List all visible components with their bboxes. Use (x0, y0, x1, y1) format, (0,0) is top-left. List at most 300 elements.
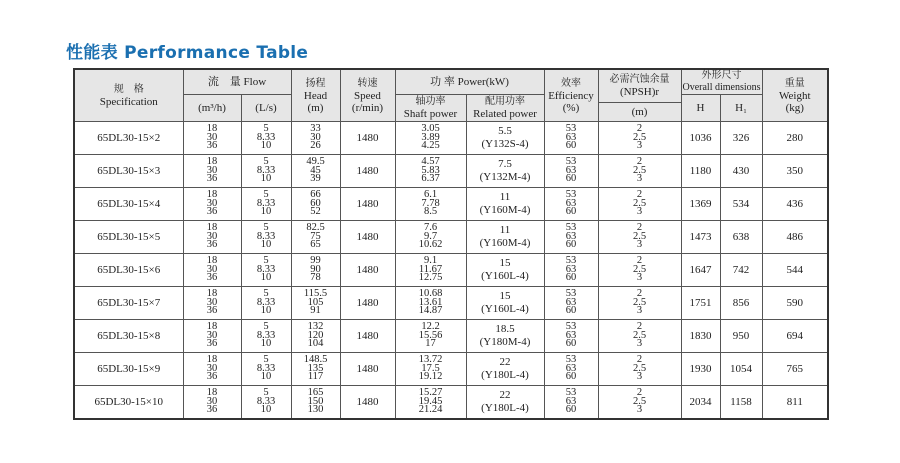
npsh-values (599, 158, 681, 184)
spec-cell: 65DL30-15×4 (74, 188, 183, 221)
table-row (74, 122, 828, 155)
flow-ls-cell (241, 320, 291, 353)
cell-value: 75 (310, 230, 321, 242)
cell-value: 13.61 (418, 296, 443, 308)
spec-cell: 65DL30-15×3 (74, 155, 183, 188)
cell-value: 5 (263, 255, 269, 267)
weight-cell: 350 (762, 155, 828, 188)
motor-model: (Y180M-4) (479, 336, 531, 348)
flow-m3h-values (184, 290, 241, 316)
cell-value: 6.1 (423, 189, 438, 201)
cell-value: 53 (565, 255, 577, 267)
cell-value: 2 (636, 255, 643, 267)
head-values (292, 356, 340, 382)
flow-m3h-values (184, 125, 241, 151)
npsh-values (599, 323, 681, 349)
head-values (292, 191, 340, 217)
cell-value: 18 (206, 354, 218, 366)
cell-value: 10 (260, 338, 272, 350)
cell-value: 2.5 (632, 395, 647, 407)
head-values (292, 125, 340, 151)
cell-value: 2 (636, 321, 643, 333)
cell-value: 18 (206, 255, 218, 267)
flow-m3h-cell (183, 287, 241, 320)
cell-value: 53 (565, 123, 577, 135)
cell-value: 8.33 (256, 197, 276, 209)
flow-ls-values (242, 191, 291, 217)
dim-h-cell: 2034 (681, 386, 720, 420)
head-cell (291, 386, 340, 420)
head-values (292, 290, 340, 316)
cell-value: 63 (565, 164, 577, 176)
cell-value: 30 (206, 230, 218, 242)
cell-value: 2.5 (632, 131, 647, 143)
motor-model: (Y160L-4) (481, 270, 529, 282)
shaft-power-cell (395, 353, 466, 386)
shaft-values (396, 125, 466, 151)
cell-value: 8.33 (256, 131, 276, 143)
flow-m3h-cell (183, 221, 241, 254)
cell-value: 39 (310, 173, 321, 185)
eff-unit-label: (%) (562, 101, 580, 114)
cell-value: 2.5 (632, 230, 647, 242)
cell-value: 5 (263, 387, 269, 399)
eff-values (545, 224, 598, 250)
flow-ls-cell (241, 353, 291, 386)
efficiency-cell (544, 320, 598, 353)
flow-m3h-values (184, 323, 241, 349)
header-specification (74, 69, 183, 122)
cell-value: 53 (565, 189, 577, 201)
weight-unit-label: (kg) (785, 101, 804, 114)
cell-value: 66 (310, 189, 321, 201)
table-row (74, 188, 828, 221)
speed-cell: 1480 (340, 287, 395, 320)
flow-ls-cell (241, 155, 291, 188)
related-power-cell (466, 155, 544, 188)
weight-cell: 694 (762, 320, 828, 353)
cell-value: 49.5 (306, 156, 325, 168)
head-cell (291, 155, 340, 188)
head-cn-label: 扬程 (305, 77, 326, 89)
shaft-values (396, 158, 466, 184)
flow-m3h-values (184, 158, 241, 184)
cell-value: 8.33 (256, 263, 276, 275)
cell-value: 130 (307, 404, 324, 416)
cell-value: 10 (260, 404, 272, 416)
flow-m3h-cell (183, 320, 241, 353)
npsh-en-label: (NPSH)r (619, 86, 660, 98)
npsh-cell (598, 320, 681, 353)
shaft-power-cell (395, 287, 466, 320)
cell-value: 7.6 (423, 222, 438, 234)
cell-value: 60 (565, 173, 577, 185)
cell-value: 30 (206, 164, 218, 176)
flow-ls-values (242, 323, 291, 349)
cell-value: 5.83 (421, 164, 440, 176)
dim-h1-cell: 534 (720, 188, 762, 221)
flow-ls-cell (241, 287, 291, 320)
speed-cell: 1480 (340, 122, 395, 155)
flow-ls-values (242, 356, 291, 382)
header-dimensions (681, 69, 762, 95)
cell-value: 10 (260, 239, 272, 251)
cell-value: 2 (636, 288, 643, 300)
flow-ls-cell (241, 221, 291, 254)
cell-value: 10 (260, 173, 272, 185)
shaft-values (396, 191, 466, 217)
dim-h1-cell: 326 (720, 122, 762, 155)
related-power-kw: 11 (499, 224, 511, 236)
cell-value: 63 (565, 263, 577, 275)
cell-value: 63 (565, 395, 577, 407)
cell-value: 60 (565, 404, 577, 416)
cell-value: 8.33 (256, 164, 276, 176)
head-values (292, 389, 340, 415)
cell-value: 18 (206, 123, 218, 135)
header-related-power (466, 95, 544, 122)
cell-value: 148.5 (303, 354, 328, 366)
cell-value: 30 (310, 131, 321, 143)
efficiency-cell (544, 122, 598, 155)
related-power-kw: 15 (499, 257, 511, 269)
dim-en-label: Overall dimensions (682, 82, 761, 93)
cell-value: 30 (206, 197, 218, 209)
cell-value: 8.33 (256, 296, 276, 308)
flow-m3h-cell (183, 188, 241, 221)
shaft-values (396, 290, 466, 316)
related-en-label: Related power (473, 108, 537, 120)
cell-value: 2.5 (632, 296, 647, 308)
cell-value: 3 (636, 272, 643, 284)
cell-value: 18 (206, 387, 218, 399)
speed-cell: 1480 (340, 254, 395, 287)
speed-cn-label: 转速 (357, 77, 378, 89)
cell-value: 60 (565, 239, 577, 251)
header-npsh-unit: (m) (598, 103, 681, 122)
cell-value: 18 (206, 222, 218, 234)
flow-m3h-cell (183, 122, 241, 155)
efficiency-cell (544, 254, 598, 287)
cell-value: 36 (206, 404, 218, 416)
dim-h-cell: 1830 (681, 320, 720, 353)
efficiency-cell (544, 386, 598, 420)
cell-value: 53 (565, 354, 577, 366)
cell-value: 63 (565, 131, 577, 143)
head-cell (291, 221, 340, 254)
cell-value: 10 (260, 305, 272, 317)
cell-value: 117 (307, 371, 324, 383)
cell-value: 4.25 (421, 140, 440, 152)
cell-value: 10 (260, 371, 272, 383)
cell-value: 52 (310, 206, 321, 218)
flow-ls-values (242, 290, 291, 316)
npsh-values (599, 389, 681, 415)
dim-h-cell: 1180 (681, 155, 720, 188)
cell-value: 2 (636, 189, 643, 201)
cell-value: 19.12 (418, 371, 443, 383)
eff-values (545, 323, 598, 349)
speed-en-label: Speed (354, 89, 381, 102)
cell-value: 60 (565, 371, 577, 383)
dim-h1-cell: 856 (720, 287, 762, 320)
shaft-power-cell (395, 254, 466, 287)
cell-value: 18 (206, 321, 218, 333)
cell-value: 60 (310, 197, 321, 209)
weight-cell: 436 (762, 188, 828, 221)
cell-value: 18 (206, 288, 218, 300)
table-row (74, 353, 828, 386)
dim-h-cell: 1930 (681, 353, 720, 386)
dim-h1-cell: 950 (720, 320, 762, 353)
cell-value: 90 (310, 263, 321, 275)
cell-value: 9.1 (423, 255, 438, 267)
motor-model: (Y160M-4) (479, 204, 531, 216)
head-values (292, 257, 340, 283)
dim-h1-cell: 430 (720, 155, 762, 188)
cell-value: 36 (206, 140, 218, 152)
cell-value: 30 (206, 263, 218, 275)
head-cell (291, 254, 340, 287)
shaft-power-cell (395, 155, 466, 188)
dim-h-cell: 1036 (681, 122, 720, 155)
cell-value: 60 (565, 305, 577, 317)
cell-value: 53 (565, 387, 577, 399)
cell-value: 53 (565, 288, 577, 300)
page-title: 性能表 Performance Table (66, 43, 309, 63)
weight-cell: 765 (762, 353, 828, 386)
table-row (74, 320, 828, 353)
spec-en-label: Specification (99, 95, 158, 108)
head-values (292, 158, 340, 184)
npsh-cell (598, 221, 681, 254)
cell-value: 36 (206, 338, 218, 350)
cell-value: 12.75 (418, 272, 443, 284)
speed-cell: 1480 (340, 188, 395, 221)
cell-value: 10 (260, 272, 272, 284)
cell-value: 63 (565, 296, 577, 308)
eff-values (545, 257, 598, 283)
flow-ls-values (242, 125, 291, 151)
shaft-values (396, 224, 466, 250)
dim-h-cell: 1751 (681, 287, 720, 320)
shaft-power-cell (395, 320, 466, 353)
head-unit-label: (m) (307, 101, 324, 114)
cell-value: 36 (206, 305, 218, 317)
flow-m3h-values (184, 224, 241, 250)
related-power-cell (466, 287, 544, 320)
head-cell (291, 122, 340, 155)
cell-value: 5 (263, 321, 269, 333)
weight-cn-label: 重量 (784, 77, 805, 89)
related-power-cell (466, 221, 544, 254)
related-power-cell (466, 254, 544, 287)
cell-value: 3 (636, 404, 643, 416)
head-values (292, 323, 340, 349)
npsh-values (599, 191, 681, 217)
efficiency-cell (544, 155, 598, 188)
spec-cell: 65DL30-15×7 (74, 287, 183, 320)
cell-value: 91 (310, 305, 321, 317)
spec-cell: 65DL30-15×8 (74, 320, 183, 353)
related-power-kw: 18.5 (495, 323, 515, 335)
cell-value: 3 (636, 239, 643, 251)
head-cell (291, 320, 340, 353)
cell-value: 5 (263, 354, 269, 366)
cell-value: 8.33 (256, 362, 276, 374)
cell-value: 18 (206, 189, 218, 201)
speed-cell: 1480 (340, 353, 395, 386)
related-power-cell (466, 353, 544, 386)
table-row (74, 386, 828, 420)
table-row (74, 287, 828, 320)
cell-value: 7.78 (421, 197, 440, 209)
cell-value: 2 (636, 354, 643, 366)
cell-value: 36 (206, 272, 218, 284)
related-power-kw: 11 (499, 191, 511, 203)
eff-cn-label: 效率 (561, 77, 582, 89)
npsh-values (599, 125, 681, 151)
cell-value: 115.5 (303, 288, 328, 300)
related-power-kw: 7.5 (498, 158, 512, 170)
cell-value: 36 (206, 173, 218, 185)
weight-cell: 280 (762, 122, 828, 155)
npsh-cell (598, 353, 681, 386)
cell-value: 4.57 (421, 156, 440, 168)
dim-h-cell: 1369 (681, 188, 720, 221)
efficiency-cell (544, 287, 598, 320)
cell-value: 36 (206, 371, 218, 383)
flow-m3h-cell (183, 254, 241, 287)
eff-en-label: Efficiency (548, 89, 594, 102)
cell-value: 63 (565, 329, 577, 341)
weight-en-label: Weight (779, 89, 811, 102)
cell-value: 82.5 (306, 222, 325, 234)
cell-value: 5 (263, 123, 269, 135)
npsh-cell (598, 155, 681, 188)
motor-model: (Y132S-4) (481, 138, 529, 150)
cell-value: 135 (307, 362, 324, 374)
shaft-values (396, 389, 466, 415)
cell-value: 14.87 (418, 305, 443, 317)
weight-cell: 590 (762, 287, 828, 320)
dim-h-cell: 1473 (681, 221, 720, 254)
speed-cell: 1480 (340, 320, 395, 353)
cell-value: 53 (565, 222, 577, 234)
cell-value: 36 (206, 239, 218, 251)
header-shaft-power (395, 95, 466, 122)
header-dim-h: H (681, 95, 720, 122)
flow-label: 流 量 Flow (207, 76, 267, 88)
cell-value: 3 (636, 140, 643, 152)
head-cell (291, 353, 340, 386)
cell-value: 104 (307, 338, 324, 350)
spec-cell: 65DL30-15×5 (74, 221, 183, 254)
cell-value: 30 (206, 131, 218, 143)
eff-values (545, 191, 598, 217)
cell-value: 8.33 (256, 395, 276, 407)
cell-value: 11.67 (418, 263, 443, 275)
related-power-cell (466, 386, 544, 420)
dim-h-cell: 1647 (681, 254, 720, 287)
cell-value: 53 (565, 156, 577, 168)
cell-value: 30 (206, 296, 218, 308)
cell-value: 45 (310, 164, 321, 176)
cell-value: 60 (565, 272, 577, 284)
cell-value: 78 (310, 272, 321, 284)
npsh-cn-label: 必需汽蚀余量 (609, 74, 670, 85)
cell-value: 10.62 (418, 239, 443, 251)
table-row (74, 254, 828, 287)
flow-m3h-values (184, 257, 241, 283)
cell-value: 18 (206, 156, 218, 168)
cell-value: 99 (310, 255, 321, 267)
cell-value: 19.45 (418, 395, 443, 407)
weight-cell: 486 (762, 221, 828, 254)
shaft-cn-label: 轴功率 (415, 96, 446, 107)
cell-value: 2 (636, 387, 643, 399)
header-head (291, 69, 340, 122)
dim-h1-cell: 742 (720, 254, 762, 287)
cell-value: 33 (310, 123, 321, 135)
cell-value: 165 (307, 387, 324, 399)
eff-values (545, 125, 598, 151)
eff-values (545, 290, 598, 316)
cell-value: 132 (307, 321, 324, 333)
header-power (395, 69, 544, 95)
cell-value: 3 (636, 338, 643, 350)
flow-ls-cell (241, 254, 291, 287)
shaft-values (396, 323, 466, 349)
dim-h1-cell: 1158 (720, 386, 762, 420)
related-power-cell (466, 188, 544, 221)
cell-value: 60 (565, 206, 577, 218)
cell-value: 2.5 (632, 164, 647, 176)
flow-m3h-cell (183, 353, 241, 386)
motor-model: (Y160M-4) (479, 237, 531, 249)
motor-model: (Y180L-4) (481, 402, 529, 414)
cell-value: 26 (310, 140, 321, 152)
shaft-power-cell (395, 221, 466, 254)
flow-ls-values (242, 257, 291, 283)
cell-value: 60 (565, 140, 577, 152)
flow-m3h-cell (183, 386, 241, 420)
related-power-kw: 22 (499, 356, 511, 368)
cell-value: 2.5 (632, 197, 647, 209)
cell-value: 15.27 (418, 387, 443, 399)
table-row (74, 221, 828, 254)
cell-value: 8.33 (256, 329, 276, 341)
efficiency-cell (544, 188, 598, 221)
header-flow-ls: (L/s) (241, 95, 291, 122)
speed-cell: 1480 (340, 386, 395, 420)
header-efficiency (544, 69, 598, 122)
head-cell (291, 188, 340, 221)
eff-values (545, 389, 598, 415)
cell-value: 2 (636, 156, 643, 168)
cell-value: 3 (636, 371, 643, 383)
dim-h1-cell: 1054 (720, 353, 762, 386)
shaft-values (396, 356, 466, 382)
cell-value: 5 (263, 156, 269, 168)
cell-value: 150 (307, 395, 324, 407)
cell-value: 2 (636, 123, 643, 135)
shaft-en-label: Shaft power (403, 108, 458, 120)
performance-table (73, 68, 829, 420)
npsh-cell (598, 287, 681, 320)
cell-value: 63 (565, 197, 577, 209)
npsh-cell (598, 188, 681, 221)
